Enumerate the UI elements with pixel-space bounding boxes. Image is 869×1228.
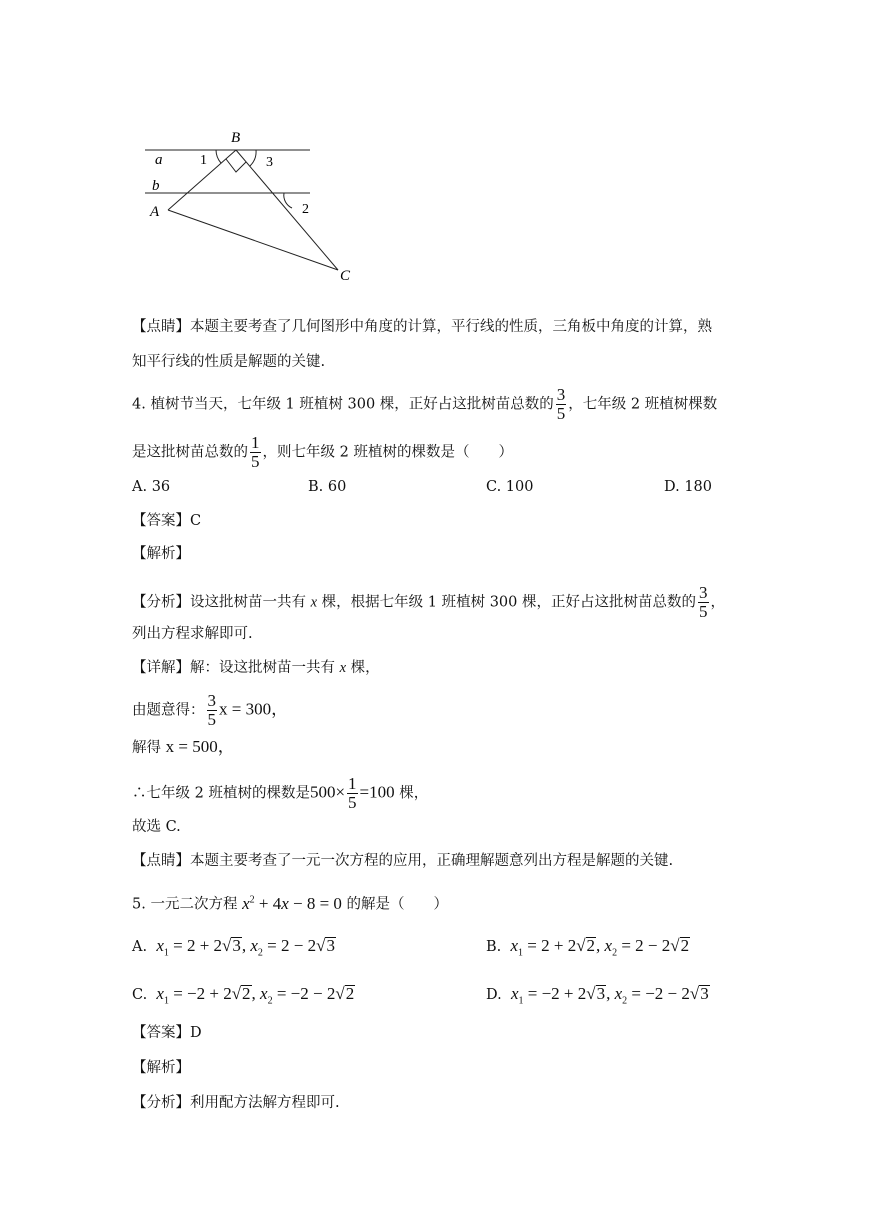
- q4-choose: 故选 C.: [132, 819, 181, 835]
- q5-option-c-math: $x_1 = -2 + 2√2$, $x_2 = -2 - 2√2$: [156, 984, 355, 1007]
- q4-step2: [132, 737, 235, 758]
- right-angle-mark: [226, 159, 246, 172]
- q5-stem-text: 5. 一元二次方程: [132, 896, 243, 913]
- q5-option-b: [486, 936, 690, 963]
- q5-option-c-label: C.: [132, 987, 148, 1003]
- q5-stem-text-cont: 的解是（ ）: [341, 896, 449, 913]
- point-tag: 【点睛】: [132, 319, 190, 335]
- q4-option-d: D. 180: [664, 479, 713, 495]
- point-paragraph-line2: 知平行线的性质是解题的关键.: [132, 354, 326, 370]
- q4-stem-text: 4. 植树节当天，七年级 1 班植树 300 棵，正好占这批树苗总数的: [132, 396, 554, 413]
- angle-3-arc: [250, 150, 256, 166]
- fraction-3-5: $\frac{3}{5}$: [556, 385, 566, 423]
- equation-2: x = 500，: [165, 737, 235, 756]
- q4-point: [132, 851, 673, 871]
- q5-option-c: [132, 984, 355, 1011]
- analysis-text-q5: 利用配方法解方程即可.: [190, 1095, 340, 1111]
- q4-analysis-line2: 列出方程求解即可.: [132, 626, 253, 642]
- label-2: 2: [302, 202, 309, 217]
- q5-answer: 【答案】D: [132, 1025, 202, 1041]
- detail-text: 解：设这批树苗一共有: [190, 660, 340, 676]
- q4-stem-text-cont: ，七年级 2 班植树棵数: [568, 396, 718, 413]
- point-tag-q4: 【点睛】: [132, 853, 190, 869]
- step3-unit: 棵，: [394, 785, 429, 802]
- step3-label: ∴七年级 2 班植树的棵数是: [132, 785, 310, 802]
- q5-option-a: [132, 936, 336, 963]
- analysis-tag: 【分析】: [132, 594, 190, 611]
- analysis-text: 设这批树苗一共有: [190, 594, 311, 611]
- point-text: 本题主要考查了几何图形中角度的计算，平行线的性质，三角板中角度的计算，熟: [190, 319, 712, 335]
- q4-analysis-heading: 【解析】: [132, 546, 190, 562]
- q5-option-b-label: B.: [486, 939, 502, 955]
- equation-3b: =100: [359, 782, 395, 802]
- q5-option-b-math: $x_1 = 2 + 2√2$, $x_2 = 2 - 2√2$: [510, 936, 690, 959]
- analysis-tag-q5: 【分析】: [132, 1095, 190, 1111]
- variable-x: x: [310, 594, 318, 611]
- q4-stem-text2: 是这批树苗总数的: [132, 444, 248, 461]
- q5-option-d-label: D.: [486, 987, 502, 1003]
- fraction-1-5-eq: $\frac{1}{5}$: [348, 774, 357, 812]
- q4-detail-line: [132, 658, 380, 678]
- q5-stem: [132, 890, 448, 915]
- label-1: 1: [200, 153, 207, 168]
- equation-3a: 500×: [309, 782, 346, 802]
- fraction-1-5: $\frac{1}{5}$: [251, 433, 260, 471]
- label-a: a: [155, 152, 163, 168]
- q5-option-d-math: $x_1 = -2 + 2√3$, $x_2 = -2 - 2√3$: [510, 984, 709, 1007]
- q5-analysis-heading: 【解析】: [132, 1060, 190, 1076]
- q4-stem-text2-cont: ，则七年级 2 班植树的棵数是（ ）: [262, 444, 513, 461]
- point-text-q4: 本题主要考查了一元一次方程的应用，正确理解题意列出方程是解题的关键.: [190, 853, 674, 869]
- q4-step1: [132, 692, 288, 729]
- q4-option-c: C. 100: [486, 479, 534, 495]
- q5-option-a-math: $x_1 = 2 + 2√3$, $x_2 = 2 - 2√3$: [156, 936, 335, 959]
- analysis-comma: ，: [710, 594, 725, 611]
- step1-label: 由题意得：: [132, 702, 205, 719]
- q4-answer: 【答案】C: [132, 513, 202, 529]
- label-C: C: [340, 268, 351, 284]
- variable-x-detail: x: [339, 660, 347, 676]
- q5-equation: $x^2 + 4x - 8 = 0$: [242, 893, 342, 913]
- equation-1: x = 300，: [219, 699, 289, 719]
- label-b: b: [152, 178, 160, 194]
- label-3: 3: [266, 155, 273, 170]
- q4-option-b: B. 60: [308, 479, 347, 495]
- detail-text-cont: 棵，: [346, 660, 380, 676]
- detail-tag: 【详解】: [132, 660, 190, 676]
- q4-stem-line1: [132, 386, 717, 423]
- step2-label: 解得: [132, 740, 166, 756]
- q4-step3: [132, 775, 428, 812]
- fraction-3-5-eq: $\frac{3}{5}$: [207, 691, 216, 729]
- fraction-3-5-analysis: $\frac{3}{5}$: [699, 583, 708, 621]
- point-paragraph-line1: [132, 317, 712, 337]
- q5-option-a-label: A.: [132, 939, 148, 955]
- geometry-figure: [140, 128, 370, 288]
- analysis-text-cont: 棵，根据七年级 1 班植树 300 棵，正好占这批树苗总数的: [317, 594, 696, 611]
- q4-analysis-line1: [132, 584, 725, 621]
- angle-2-arc: [284, 193, 292, 208]
- angle-1-arc: [216, 150, 221, 163]
- label-A: A: [150, 204, 160, 220]
- q5-analysis: [132, 1093, 340, 1113]
- q4-stem-line2: [132, 434, 513, 471]
- q5-option-d: [486, 984, 710, 1011]
- q4-option-a: A. 36: [132, 479, 171, 495]
- label-B: B: [231, 130, 241, 146]
